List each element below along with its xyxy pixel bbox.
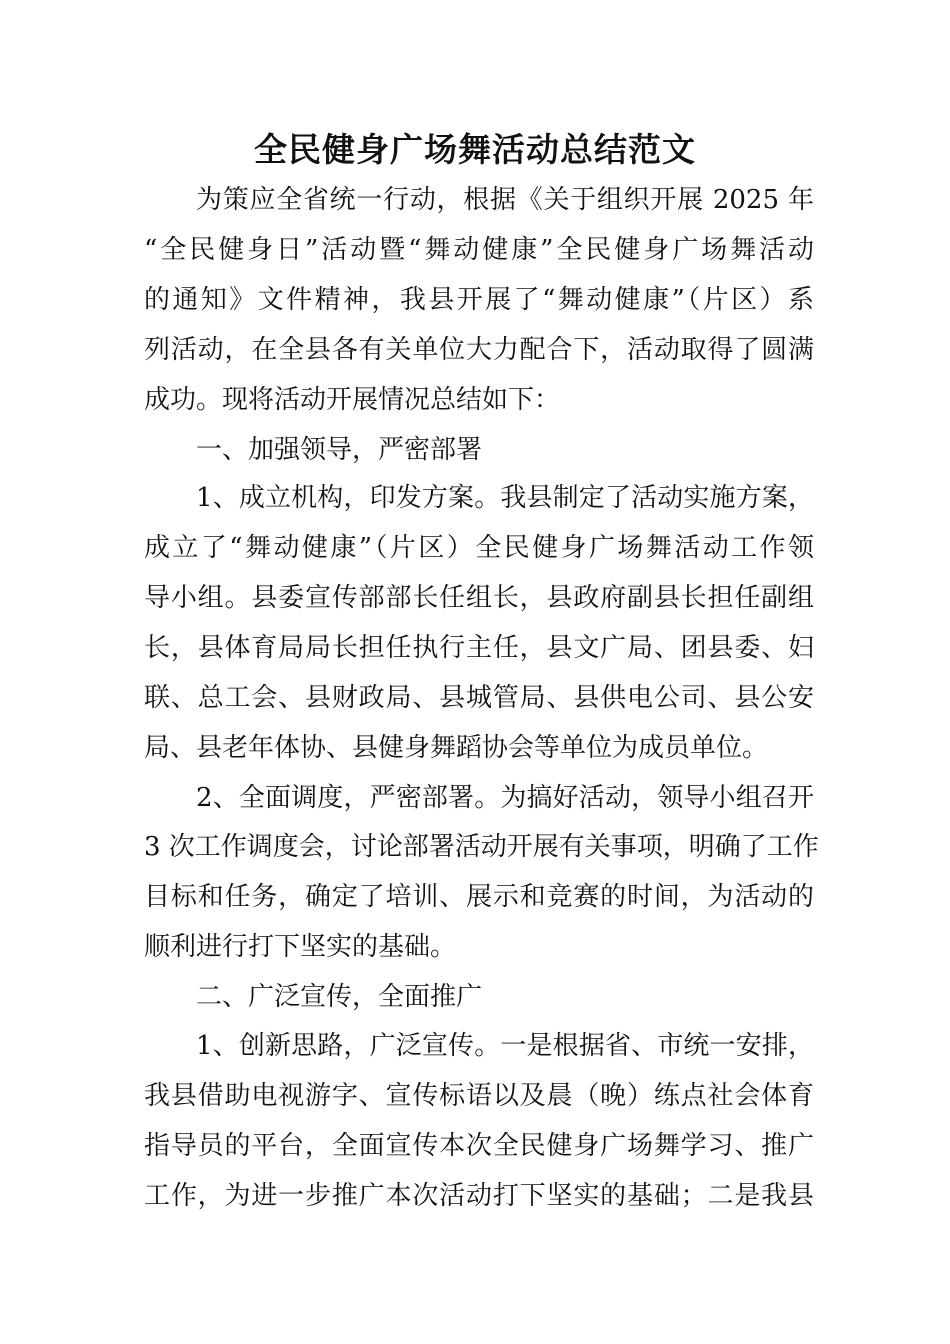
paragraph-line: 的通知》文件精神，我县开展了“舞动健康”（片区）系	[144, 285, 814, 315]
paragraph-line: 2、全面调度，严密部署。为搞好活动，领导小组召开	[196, 783, 814, 813]
document-title: 全民健身广场舞活动总结范文	[254, 130, 696, 169]
paragraph-line: 导小组。县委宣传部部长任组长，县政府副县长担任副组	[144, 583, 814, 613]
section-heading: 一、加强领导，严密部署	[196, 435, 483, 465]
paragraph-line: 指导员的平台，全面宣传本次全民健身广场舞学习、推广	[144, 1131, 814, 1161]
paragraph-line: 为策应全省统一行动，根据《关于组织开展 2025 年	[196, 185, 814, 215]
paragraph-line: 列活动，在全县各有关单位大力配合下，活动取得了圆满	[144, 335, 814, 365]
paragraph-line: 成立了“舞动健康”（片区）全民健身广场舞活动工作领	[144, 533, 814, 563]
paragraph-line: 联、总工会、县财政局、县城管局、县供电公司、县公安	[144, 683, 814, 713]
paragraph-line: 3 次工作调度会，讨论部署活动开展有关事项，明确了工作	[144, 832, 819, 862]
paragraph-line: 目标和任务，确定了培训、展示和竞赛的时间，为活动的	[144, 882, 814, 912]
paragraph-line: 顺利进行打下坚实的基础。	[144, 932, 457, 962]
paragraph-line: “全民健身日”活动暨“舞动健康”全民健身广场舞活动	[144, 235, 814, 265]
section-heading: 二、广泛宣传，全面推广	[196, 982, 483, 1012]
paragraph-line: 长，县体育局局长担任执行主任，县文广局、团县委、妇	[144, 633, 814, 663]
paragraph-line: 局、县老年体协、县健身舞蹈协会等单位为成员单位。	[144, 733, 769, 763]
paragraph-line: 1、创新思路，广泛宣传。一是根据省、市统一安排，	[196, 1031, 814, 1061]
paragraph-line: 工作，为进一步推广本次活动打下坚实的基础；二是我县	[144, 1181, 814, 1211]
paragraph-line: 1、成立机构，印发方案。我县制定了活动实施方案，	[196, 483, 814, 513]
paragraph-line: 成功。现将活动开展情况总结如下：	[144, 385, 561, 415]
paragraph-line: 我县借助电视游字、宣传标语以及晨（晚）练点社会体育	[144, 1081, 814, 1111]
